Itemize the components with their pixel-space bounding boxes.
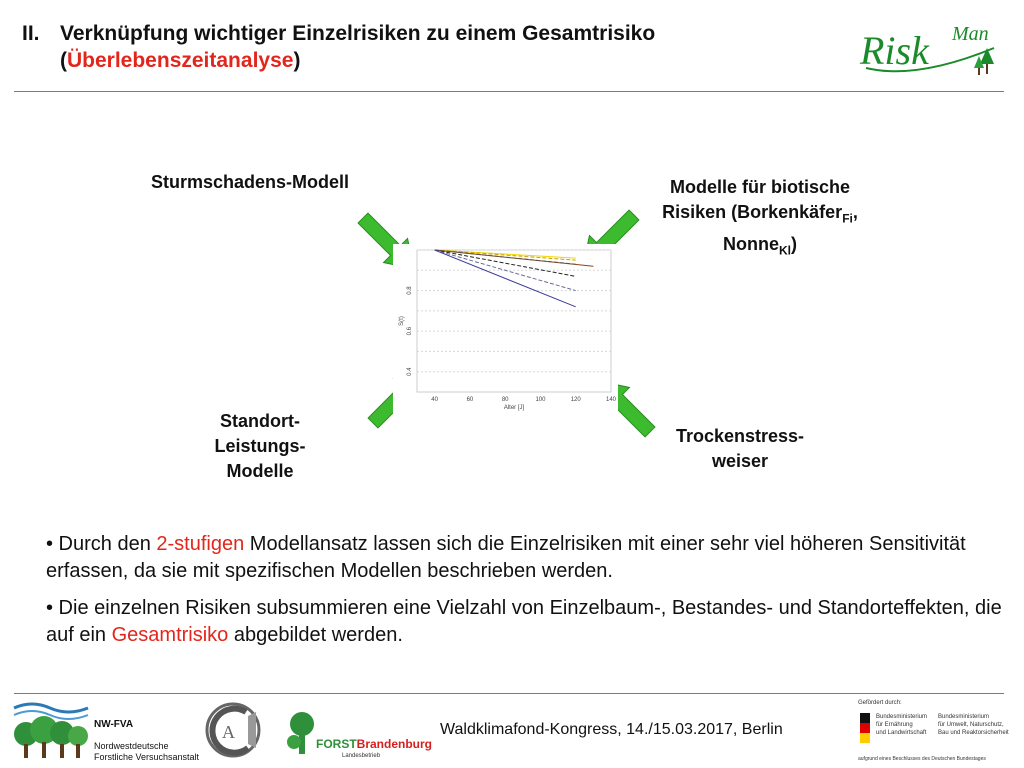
forst-brandenburg-logo [286,710,433,759]
title-line-1: Verknüpfung wichtiger Einzelrisiken zu einem Gesamtrisiko [60,22,656,45]
title-line-2: (Überlebenszeitanalyse) [60,49,301,72]
y-axis-label: S(t) [399,316,405,326]
label-trockenstress: Trockenstress- weiser [675,426,805,471]
x-tick-label: 60 [466,397,474,403]
y-tick-label: 0.8 [407,286,413,295]
label-sturmschaden: Sturmschadens-Modell [150,172,350,192]
svg-text:FORSTBrandenburg: FORSTBrandenburg [316,737,433,751]
german-eagle-icon [860,713,870,745]
nwfva-short: NW-FVA [94,719,134,730]
logo-main-text: Risk [860,28,929,73]
svg-text:A: A [222,722,235,742]
label-standort-models: Standort- Leistungs- Modelle [214,411,306,481]
bullet-2: • Die einzelnen Risiken subsummieren eine Vielzahl von Einzelbaum-, Bestandes- und Standorteffekten, die auf ein Gesamtrisiko abgebildet werden. [46,597,1002,646]
bmub-name: Bundesministerium für Umwelt, Naturschutz, Bau und Reaktorsicherheit [938,714,1009,736]
x-tick-label: 140 [605,397,617,403]
x-axis-label: Alter [J] [503,405,525,411]
nwfva-name: Nordwestdeutsche Forstliche Versuchsanstalt [94,741,200,762]
x-tick-label: 80 [501,397,509,403]
svg-text:Landesbetrieb: Landesbetrieb [342,753,381,759]
x-tick-label: 100 [535,397,546,403]
university-seal-icon [198,698,268,764]
label-biotic-models: Modelle für biotische Risiken (Borkenkäfer$_{Fi}$, Nonne$_{Kl}$) [662,177,858,258]
bullet-list [46,531,1006,659]
x-tick-label: 120 [570,397,581,403]
funding-bottom-text: aufgrund eines Beschlusses des Deutschen Bundestages [858,756,986,762]
bullet-2-highlight: Gesamtrisiko [111,624,229,646]
section-number: II. [22,22,40,45]
y-tick-label: 0.6 [407,326,413,336]
y-tick-label: 0.4 [407,367,413,376]
funding-notice: Gefördert durch: Bundesministerium für Ernährung und Landwirtschaft Bundesministerium für Umwelt, Naturschutz, Bau und Reaktorsicherheit aufgrund eines Beschlusses des Deutschen Bundestages [858,699,1016,765]
bmel-name: Bundesministerium für Ernährung und Landwirtschaft [876,714,928,736]
survival-chart [393,244,618,414]
footer-rule [14,693,1004,694]
x-tick-label: 40 [431,397,438,403]
plot-area [417,250,611,392]
bullet-1: • Durch den 2-stufigen Modellansatz lassen sich die Einzelrisiken mit einer sehr viel höheren Sensitivität erfassen, da sie mit spezifischen Modellen beschrieben werden. [46,533,966,582]
logo-sup-text: Man [952,23,989,45]
footer-event-text: Waldklimafond-Kongress, 14./15.03.2017, Berlin [440,721,783,738]
title-highlight: Überlebenszeitanalyse [67,49,294,72]
nwfva-logo-icon [12,700,92,762]
bullet-1-highlight: 2-stufigen [156,533,245,555]
